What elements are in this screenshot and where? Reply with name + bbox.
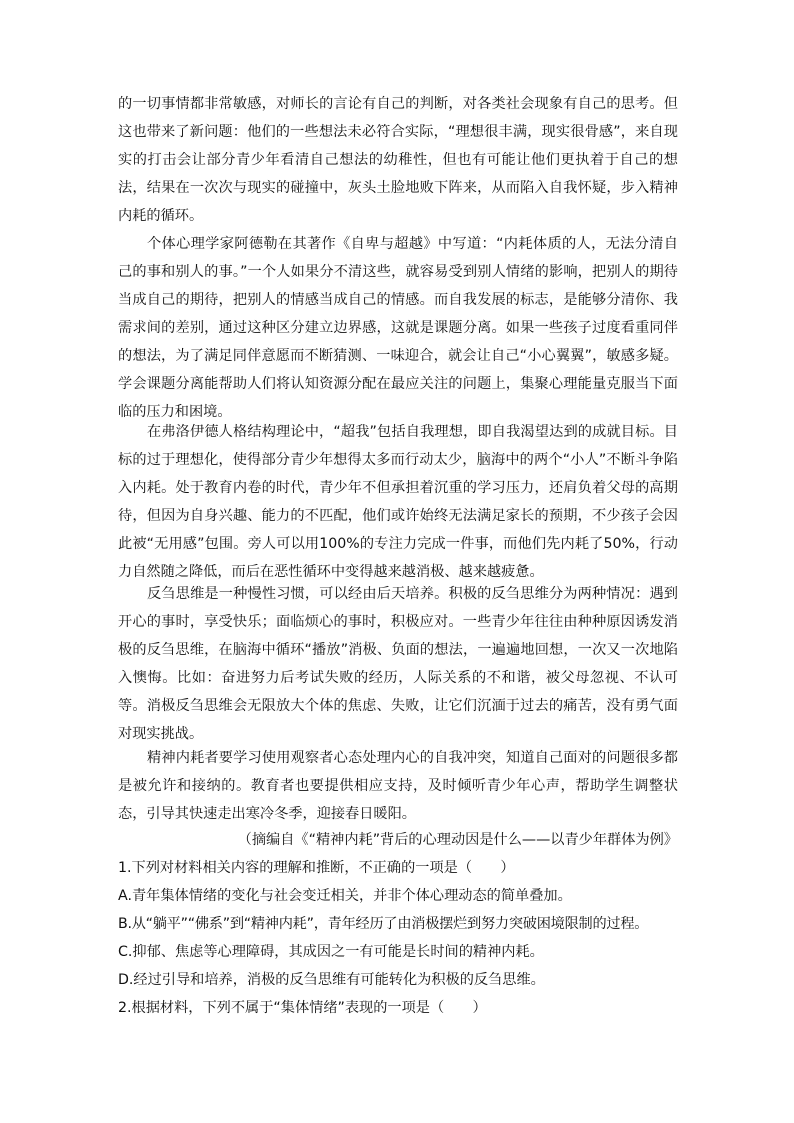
paragraph-4: 反刍思维是一种慢性习惯，可以经由后天培养。积极的反刍思维分为两种情况：遇到开心的事时，享受快乐；面临烦心的事时，积极应对。一些青少年往往由种种原因诱发消极的反刍思维，在脑海中循环“播放”消极、负面的想法，一遍遍地回想，一次又一次地陷入懊悔。比如：奋进努力后考试失败的经历，人际关系的不和谐，被父母忽视、不认可等。消极反刍思维会无限放大个体的焦虑、失败，让它们沉湎于过去的痛苦，没有勇气面对现实挑战。 xyxy=(118,586,678,742)
paragraph-1: 的一切事情都非常敏感，对师长的言论有自己的判断，对各类社会现象有自己的思考。但这也带来了新问题：他们的一些想法未必符合实际，“理想很丰满，现实很骨感”，来自现实的打击会让部分青少年看清自己想法的幼稚性，但也有可能让他们更执着于自己的想法，结果在一次次与现实的碰撞中，灰头土脸地败下阵来，从而陷入自我怀疑，步入精神内耗的循环。 xyxy=(118,96,678,224)
question-2-stem: 2.根据材料，下列不属于“集体情绪”表现的一项是（ ） xyxy=(118,1000,487,1016)
question-1-option-b: B.从“躺平”“佛系”到“精神内耗”，青年经历了由消极摆烂到努力突破困境限制的过程。 xyxy=(118,916,649,932)
question-1-option-d: D.经过引导和培养，消极的反刍思维有可能转化为积极的反刍思维。 xyxy=(118,972,545,988)
question-1-option-a: A.青年集体情绪的变化与社会变迁相关，并非个体心理动态的简单叠加。 xyxy=(118,888,572,904)
question-1-stem: 1.下列对材料相关内容的理解和推断，不正确的一项是（ ） xyxy=(118,860,515,876)
question-1-option-c: C.抑郁、焦虑等心理障碍，其成因之一有可能是长时间的精神内耗。 xyxy=(118,944,544,960)
paragraph-3: 在弗洛伊德人格结构理论中，“超我”包括自我理想，即自我渴望达到的成就目标。目标的过于理想化，使得部分青少年想得太多而行动太少，脑海中的两个“小人”不断斗争陷入内耗。处于教育内卷的时代，青少年不但承担着沉重的学习压力，还肩负着父母的高期待，但因为自身兴趣、能力的不匹配，他们或许始终无法满足家长的预期，不少孩子会因此被“无用感”包围。旁人可以用100%的专注力完成一件事，而他们先内耗了50%，行动力自然随之降低，而后在恶性循环中变得越来越消极、越来越疲惫。 xyxy=(118,424,678,580)
paragraph-5: 精神内耗者要学习使用观察者心态处理内心的自我冲突，知道自己面对的问题很多都是被允许和接纳的。教育者也要提供相应支持，及时倾听青少年心声，帮助学生调整状态，引导其快速走出寒冷冬季，迎接春日暖阳。 xyxy=(118,750,678,822)
paragraph-2: 个体心理学家阿德勒在其著作《自卑与超越》中写道：“内耗体质的人，无法分清自己的事和别人的事。”一个人如果分不清这些，就容易受到别人情绪的影响，把别人的期待当成自己的期待，把别人的情感当成自己的情感。而自我发展的标志，是能够分清你、我需求间的差别，通过这种区分建立边界感，这就是课题分离。如果一些孩子过度看重同伴的想法，为了满足同伴意愿而不断猜测、一味迎合，就会让自己“小心翼翼”，敏感多疑。学会课题分离能帮助人们将认知资源分配在最应关注的问题上，集聚心理能量克服当下面临的压力和困境。 xyxy=(118,236,678,420)
source-citation: （摘编自《“精神内耗”背后的心理动因是什么——以青少年群体为例》 xyxy=(237,832,678,848)
